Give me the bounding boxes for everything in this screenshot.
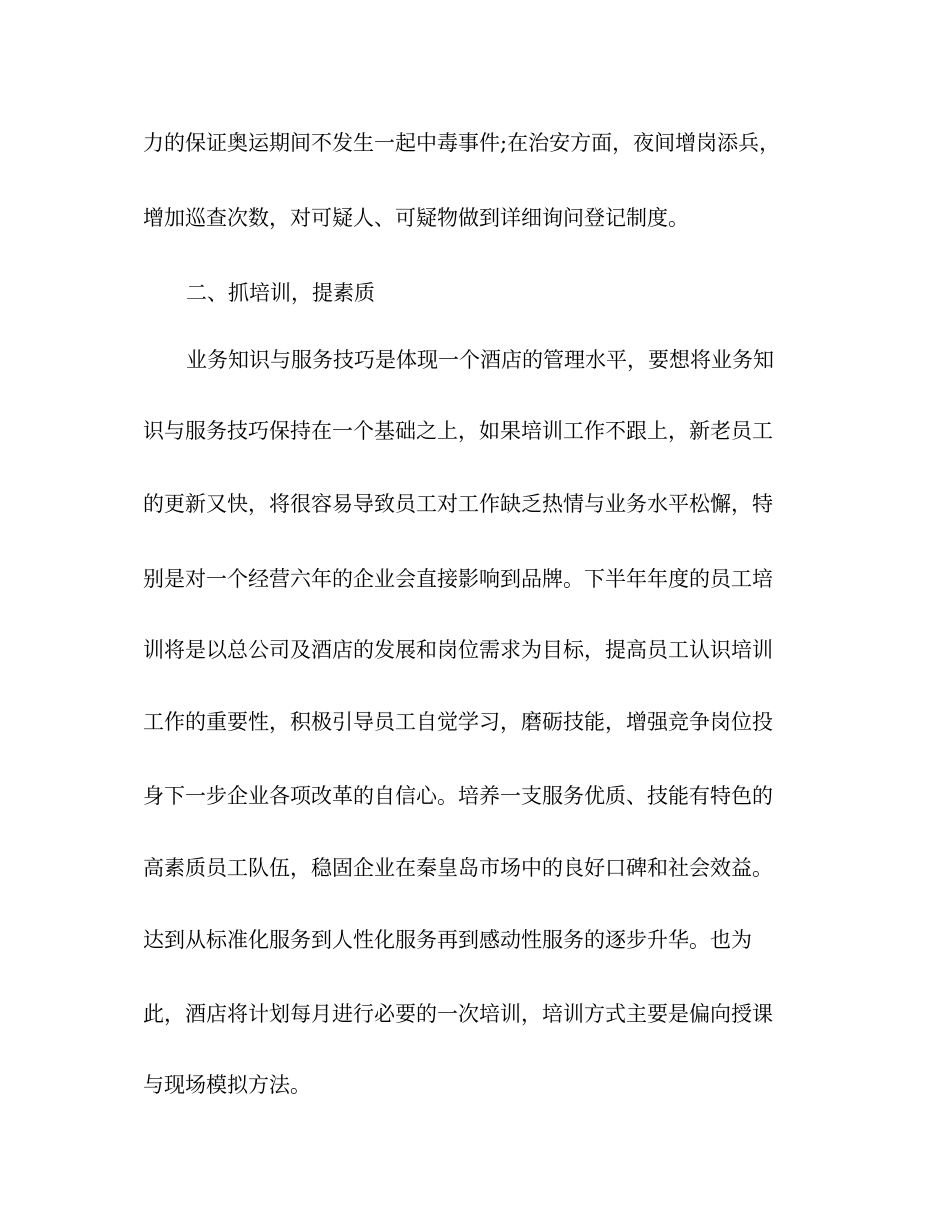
text-line: 别是对一个经营六年的企业会直接影响到品牌。下半年年度的员工培	[143, 567, 773, 591]
text-line: 此，酒店将计划每月进行必要的一次培训，培训方式主要是偏向授课	[143, 1002, 773, 1026]
text-line: 的更新又快，将很容易导致员工对工作缺乏热情与业务水平松懈，特	[143, 492, 773, 516]
section-heading: 二、抓培训，提素质	[186, 281, 375, 305]
text-line: 增加巡查次数，对可疑人、可疑物做到详细询问登记制度。	[143, 206, 689, 230]
text-line: 身下一步企业各项改革的自信心。培养一支服务优质、技能有特色的	[143, 784, 773, 808]
text-line: 与现场模拟方法。	[143, 1073, 311, 1097]
text-line: 高素质员工队伍，稳固企业在秦皇岛市场中的良好口碑和社会效益。	[143, 856, 773, 880]
text-line: 工作的重要性，积极引导员工自觉学习，磨砺技能，增强竞争岗位投	[143, 710, 773, 734]
text-line: 业务知识与服务技巧是体现一个酒店的管理水平，要想将业务知	[186, 348, 774, 372]
text-line: 达到从标准化服务到人性化服务再到感动性服务的逐步升华。也为	[143, 928, 752, 952]
text-line: 训将是以总公司及酒店的发展和岗位需求为目标，提高员工认识培训	[143, 638, 773, 662]
text-line: 力的保证奥运期间不发生一起中毒事件;在治安方面，夜间增岗添兵，	[143, 131, 781, 155]
text-line: 识与服务技巧保持在一个基础之上，如果培训工作不跟上，新老员工	[143, 419, 773, 443]
